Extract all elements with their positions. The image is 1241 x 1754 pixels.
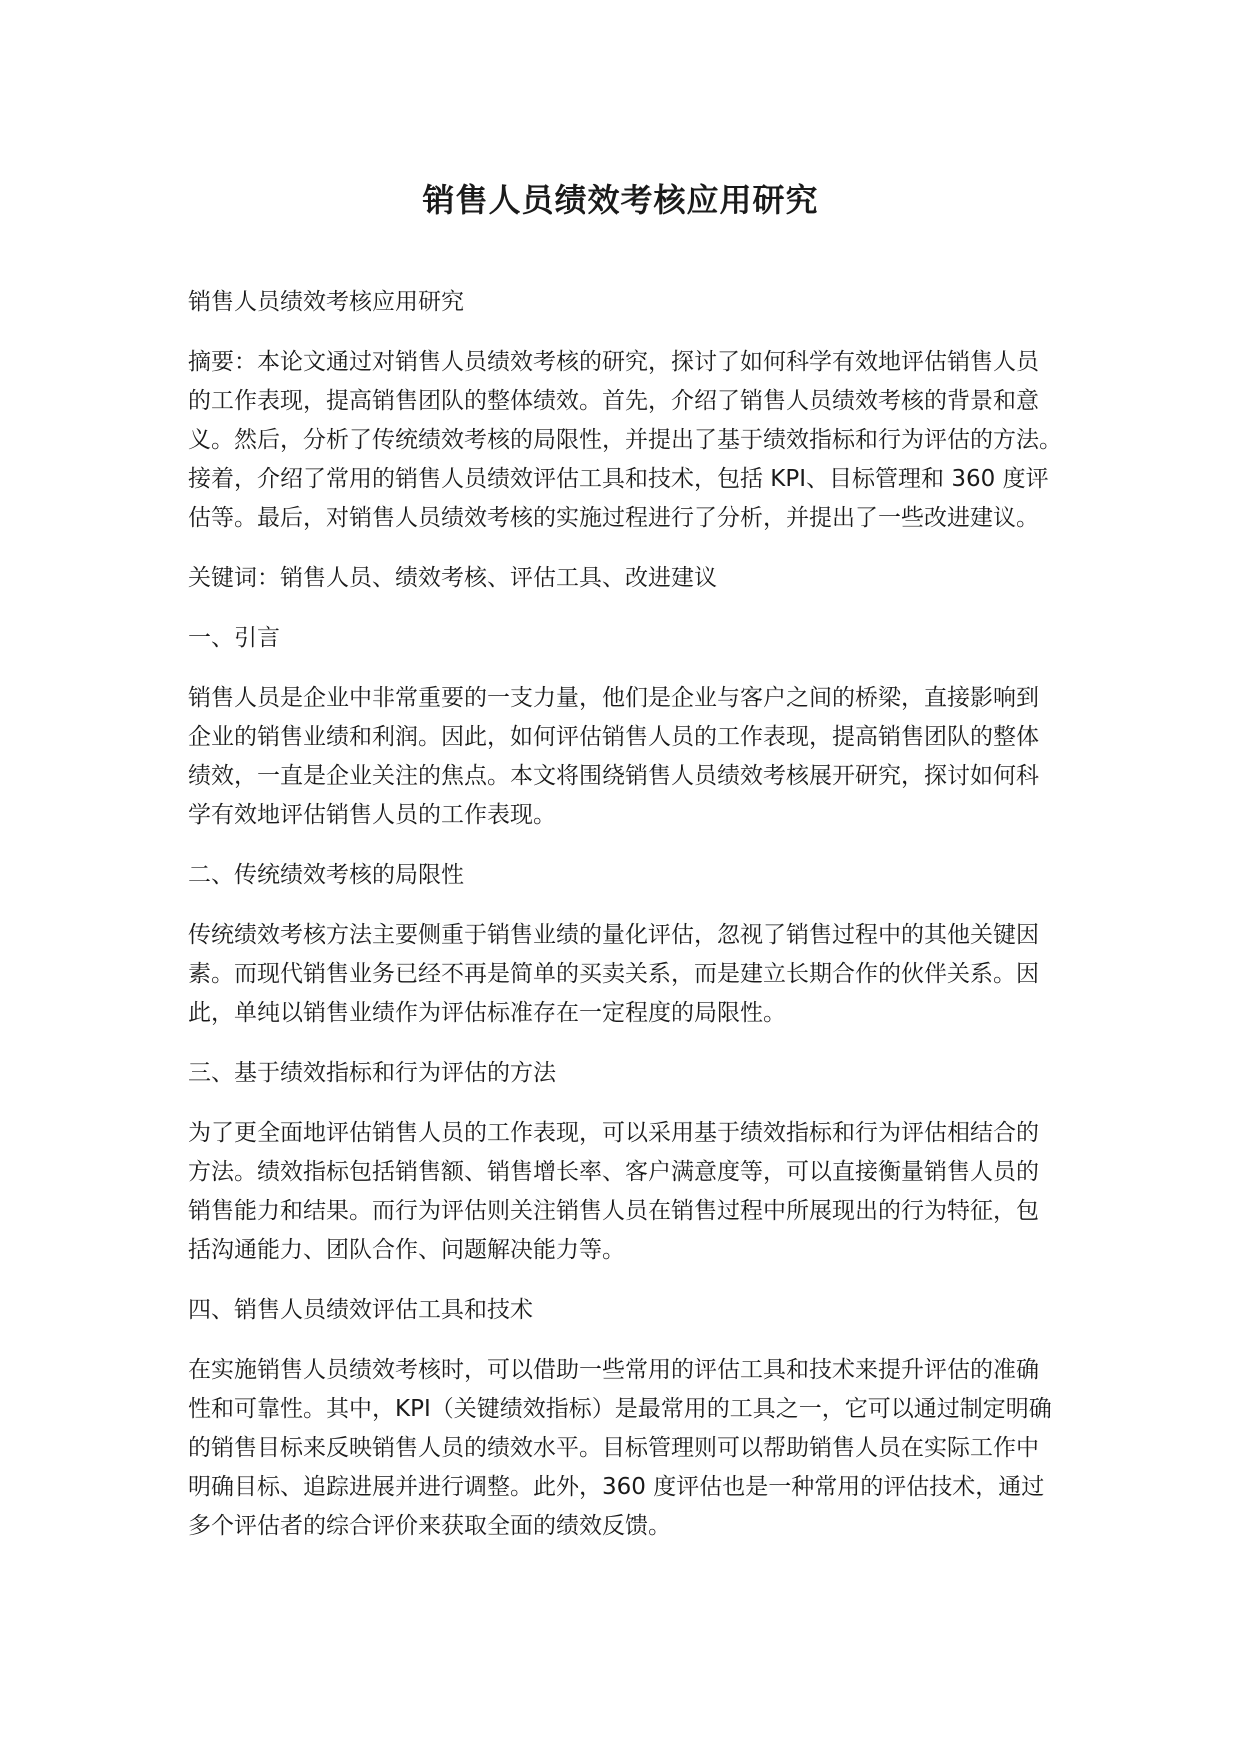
paragraph-section-4-body — [188, 1351, 1068, 1546]
paragraph-heading-4 — [188, 1291, 1068, 1330]
text-line: 销售人员是企业中非常重要的一支力量，他们是企业与客户之间的桥梁，直接影响到 — [188, 685, 1039, 711]
paragraph-section-2-body — [188, 916, 1068, 1033]
paragraph-heading-2 — [188, 856, 1068, 895]
document-title: 销售人员绩效考核应用研究 — [422, 181, 819, 219]
paragraph-abstract — [188, 343, 1068, 538]
text-line: 明确目标、追踪进展并进行调整。此外，360 度评估也是一种常用的评估技术，通过 — [188, 1474, 1045, 1500]
text-line: 方法。绩效指标包括销售额、销售增长率、客户满意度等，可以直接衡量销售人员的 — [188, 1159, 1039, 1185]
text-line: 关键词：销售人员、绩效考核、评估工具、改进建议 — [188, 565, 717, 591]
paragraph-section-3-body — [188, 1114, 1068, 1270]
text-line: 多个评估者的综合评价来获取全面的绩效反馈。 — [188, 1513, 671, 1539]
text-line: 义。然后，分析了传统绩效考核的局限性，并提出了基于绩效指标和行为评估的方法。 — [188, 427, 1062, 453]
text-line: 性和可靠性。其中，KPI（关键绩效指标）是最常用的工具之一，它可以通过制定明确 — [188, 1396, 1052, 1422]
text-line: 此，单纯以销售业绩作为评估标准存在一定程度的局限性。 — [188, 1000, 786, 1026]
text-line: 四、销售人员绩效评估工具和技术 — [188, 1297, 533, 1323]
text-line: 学有效地评估销售人员的工作表现。 — [188, 802, 556, 828]
paragraph-keywords — [188, 559, 1068, 598]
paragraph-section-1-body — [188, 679, 1068, 835]
text-line: 销售能力和结果。而行为评估则关注销售人员在销售过程中所展现出的行为特征，包 — [188, 1198, 1039, 1224]
text-line: 素。而现代销售业务已经不再是简单的买卖关系，而是建立长期合作的伙伴关系。因 — [188, 961, 1039, 987]
text-line: 企业的销售业绩和利润。因此，如何评估销售人员的工作表现，提高销售团队的整体 — [188, 724, 1039, 750]
text-line: 一、引言 — [188, 625, 280, 651]
text-line: 传统绩效考核方法主要侧重于销售业绩的量化评估，忽视了销售过程中的其他关键因 — [188, 922, 1039, 948]
text-line: 估等。最后，对销售人员绩效考核的实施过程进行了分析，并提出了一些改进建议。 — [188, 505, 1039, 531]
text-line: 摘要：本论文通过对销售人员绩效考核的研究，探讨了如何科学有效地评估销售人员 — [188, 349, 1039, 375]
document-body — [188, 283, 1068, 1567]
text-line: 括沟通能力、团队合作、问题解决能力等。 — [188, 1237, 625, 1263]
text-line: 的销售目标来反映销售人员的绩效水平。目标管理则可以帮助销售人员在实际工作中 — [188, 1435, 1039, 1461]
paragraph-subtitle — [188, 283, 1068, 322]
text-line: 三、基于绩效指标和行为评估的方法 — [188, 1060, 556, 1086]
paragraph-heading-3 — [188, 1054, 1068, 1093]
text-line: 绩效，一直是企业关注的焦点。本文将围绕销售人员绩效考核展开研究，探讨如何科 — [188, 763, 1039, 789]
text-line: 接着，介绍了常用的销售人员绩效评估工具和技术，包括 KPI、目标管理和 360 度评 — [188, 466, 1049, 492]
text-line: 销售人员绩效考核应用研究 — [188, 289, 464, 315]
text-line: 在实施销售人员绩效考核时，可以借助一些常用的评估工具和技术来提升评估的准确 — [188, 1357, 1039, 1383]
text-line: 二、传统绩效考核的局限性 — [188, 862, 464, 888]
text-line: 的工作表现，提高销售团队的整体绩效。首先，介绍了销售人员绩效考核的背景和意 — [188, 388, 1039, 414]
paragraph-heading-1 — [188, 619, 1068, 658]
text-line: 为了更全面地评估销售人员的工作表现，可以采用基于绩效指标和行为评估相结合的 — [188, 1120, 1039, 1146]
